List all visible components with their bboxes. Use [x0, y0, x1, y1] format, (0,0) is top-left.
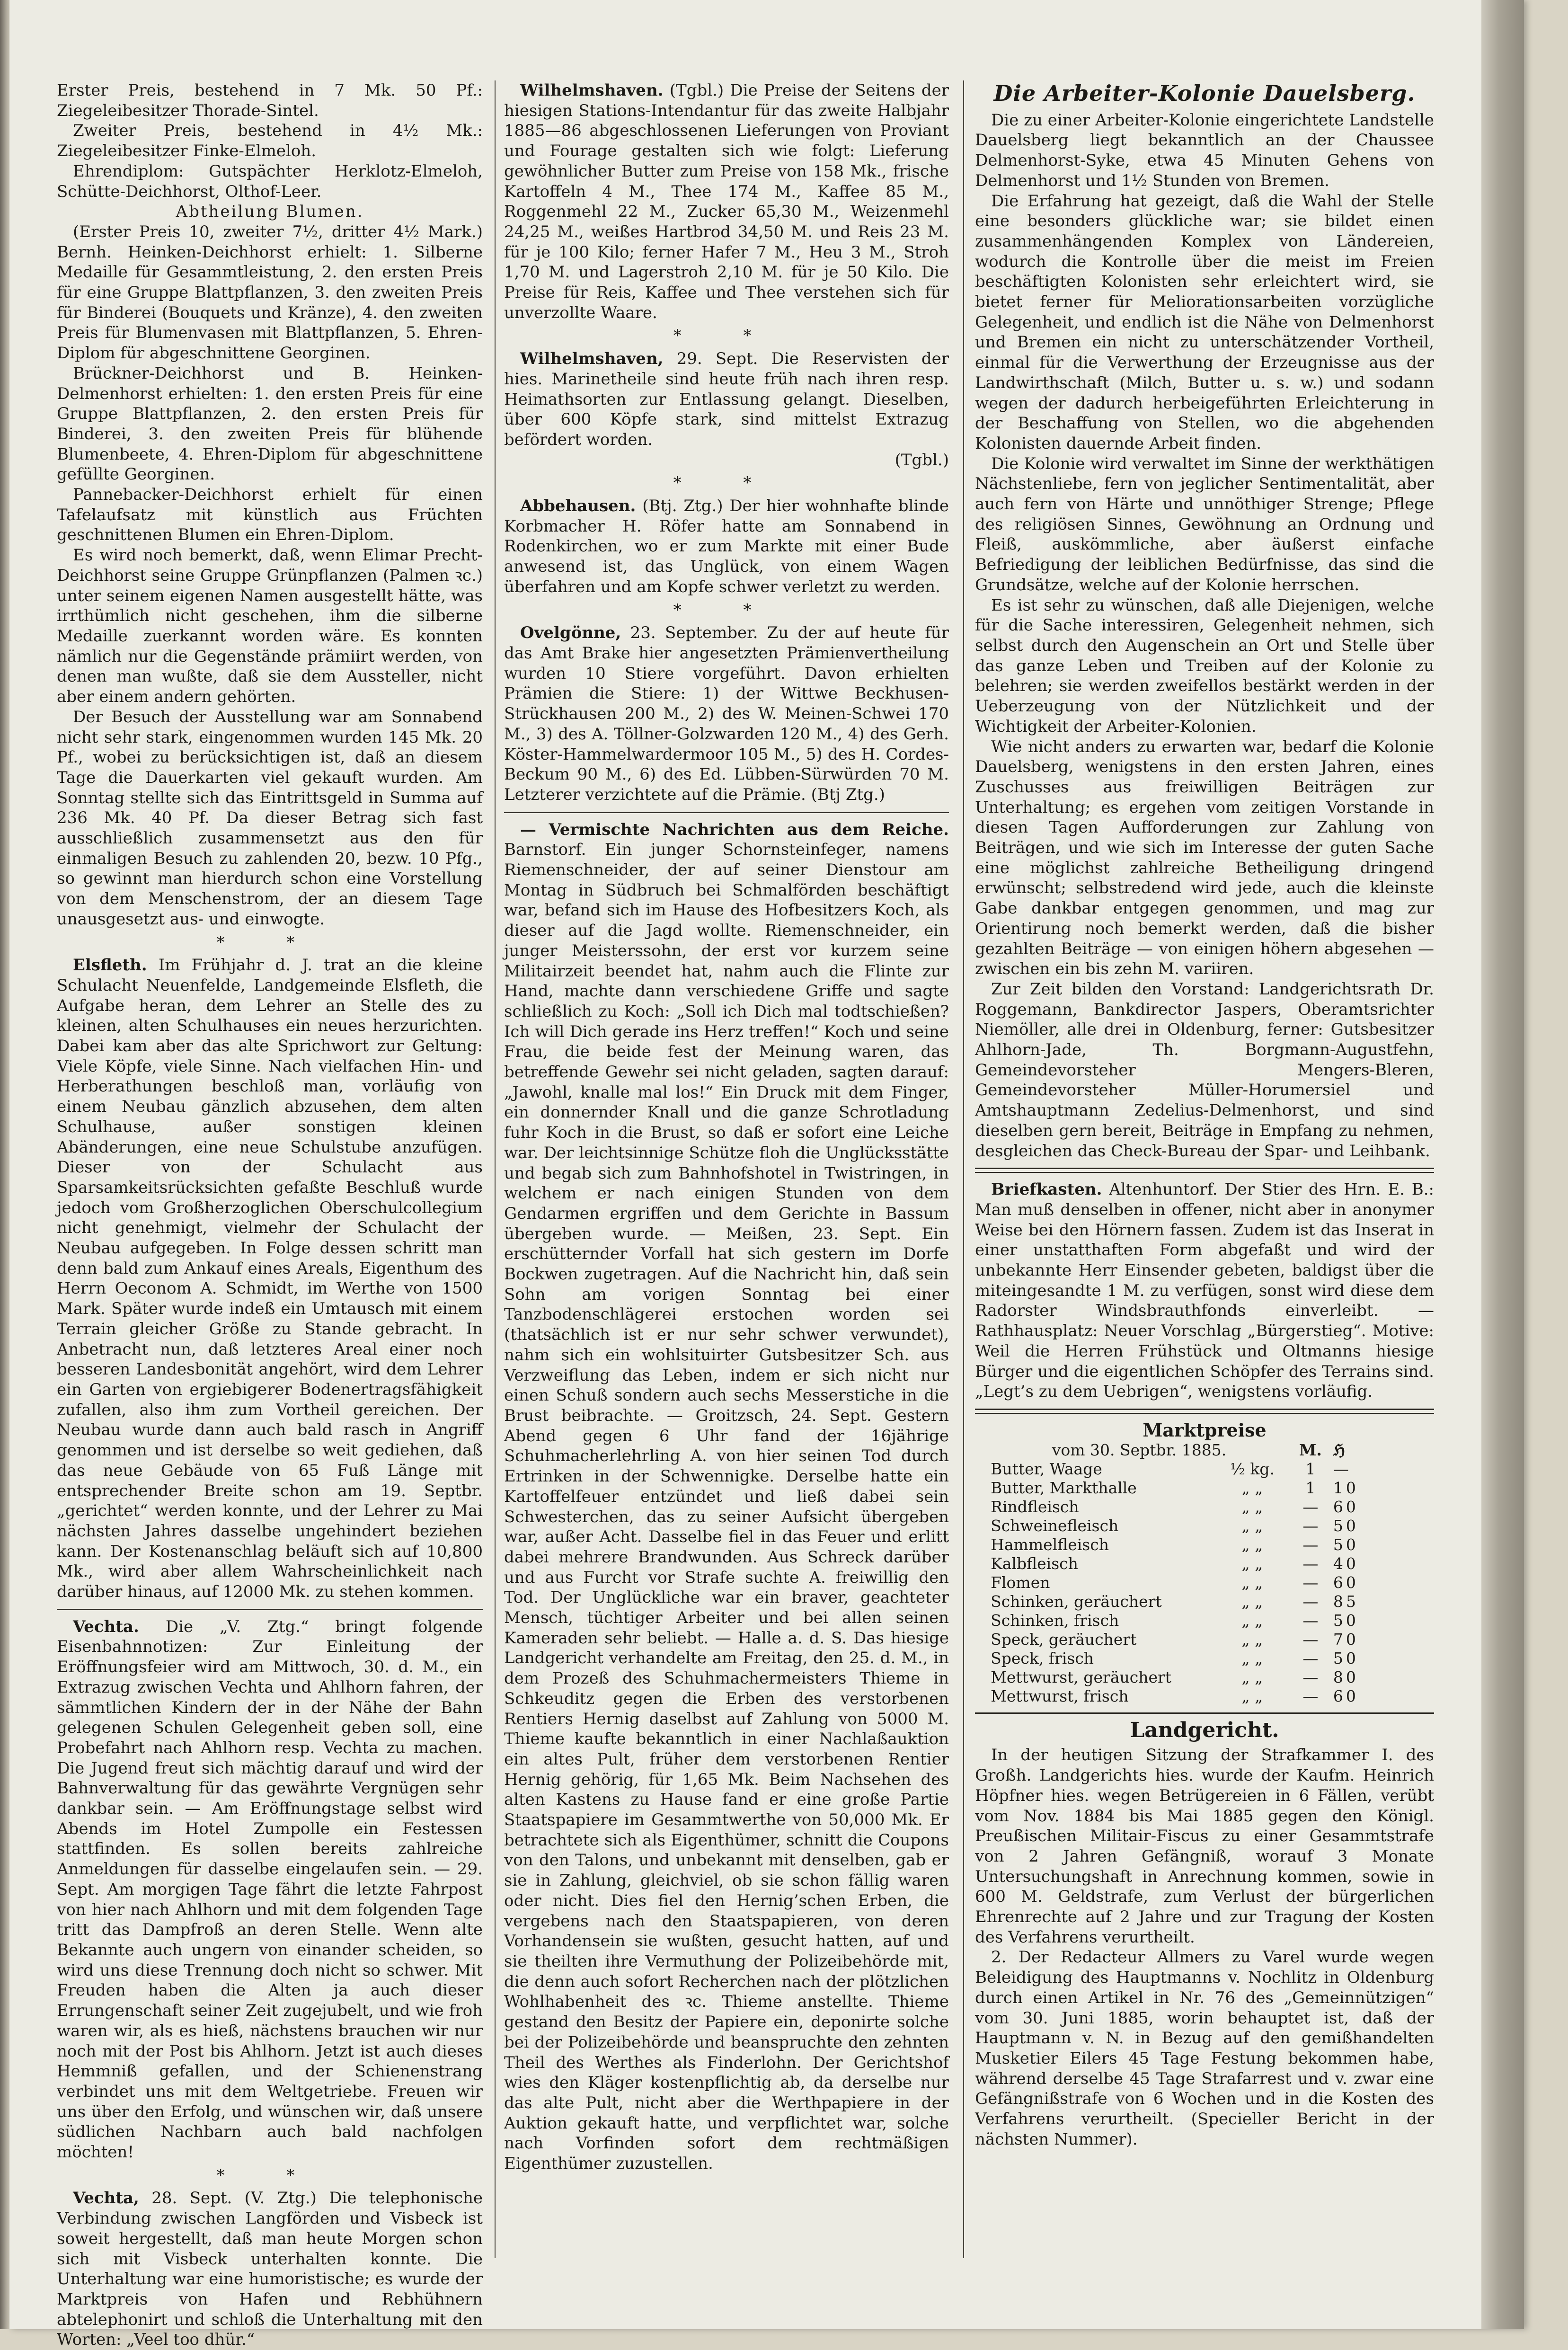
table-row — [989, 1460, 1420, 1479]
paragraph: Erster Preis, bestehend in 7 Mk. 50 Pf.: Ziegeleibesitzer Thorade-Sintel. — [57, 81, 483, 120]
price-item-name: Schinken, geräuchert — [991, 1592, 1162, 1611]
price-item-unit: „ „ — [1241, 1686, 1263, 1705]
price-item-unit: „ „ — [1241, 1573, 1263, 1592]
table-row — [989, 1479, 1420, 1498]
article-vechta — [57, 1617, 483, 2163]
table-row — [989, 1535, 1420, 1554]
price-item-name: Hammelfleisch — [991, 1535, 1109, 1554]
article-heading: — Vermischte Nachrichten aus dem Reiche. — [520, 820, 949, 839]
separator-stars: * * — [673, 326, 780, 346]
article-heading: Vechta. — [73, 1617, 139, 1636]
column-rule — [963, 80, 964, 2258]
paragraph: 2. Der Redacteur Allmers zu Varel wurde wegen Beleidigung des Hauptmanns v. Nochlitz in Oldenburg durch einen Artikel in Nr. 76 des „Gemeinnützigen“ vom 30. Juni 1885, worin behauptet ist, daß der Hauptmann v. N. in Bezug auf den gemißhandelten Musketier Eilers 45 Tage Festung bekommen habe, während derselbe 45 Tage Strafarrest und v. zwar eine Gefängnißstrafe von 6 Wochen und in die Kosten des Verfahrens verurtheilt. (Specieller Bericht in der nächsten Nummer). — [975, 1948, 1434, 2149]
section-heading: Abtheilung Blumen. — [176, 202, 364, 222]
price-item-name: Schweinefleisch — [991, 1516, 1119, 1535]
column-rule — [495, 80, 496, 2258]
price-pfennig-value: 50 — [1333, 1516, 1359, 1535]
divider — [975, 1168, 1434, 1173]
price-item-name: Butter, Markthalle — [991, 1478, 1137, 1497]
price-pfennig-value: 50 — [1333, 1649, 1359, 1667]
paragraph: Die Kolonie wird verwaltet im Sinne der werkthätigen Nächstenliebe, fern von jeglicher Sentimentalität, aber auch fern von Härte und unnöthiger Strenge; Pflege des religiösen Sinnes, Gewöhnung an Ordnung und Fleiß, auskömmliche, aber äußerst einfache Befriedigung der leiblichen Bedürfnisse, das sind die Grundsätze, welche auf der Kolonie herrschen. — [975, 454, 1434, 594]
price-pfennig-value: 70 — [1333, 1630, 1359, 1649]
article-heading: Ovelgönne, — [520, 623, 621, 643]
article-wilhelmshaven-2 — [504, 349, 949, 450]
price-item-name: Mettwurst, frisch — [991, 1686, 1129, 1705]
paragraph: Brückner-Deichhorst und B. Heinken-Delmenhorst erhielten: 1. den ersten Preis für eine Gruppe Blattpflanzen, 2. den ersten Preis für Binderei, 3. den zweiten Preis für blühende Blumenbeete, 4. Ehren-Diplom für abgeschnittene gefüllte Georginen. — [57, 364, 483, 484]
price-mark-value: — — [1302, 1611, 1319, 1630]
divider — [57, 1609, 483, 1610]
table-row — [989, 1516, 1420, 1535]
table-row — [989, 1649, 1420, 1668]
market-prices-table — [989, 1441, 1420, 1706]
paragraph: Es ist sehr zu wünschen, daß alle Diejenigen, welche für die Sache interessiren, Gelegenheit nehmen, sich selbst durch den Augenschein an Ort und Stelle über das ganze Leben und Treiben auf der Kolonie zu belehren; sie werden zweifellos bestärkt werden in der Ueberzeugung von der Nützlichkeit und der Wichtigkeit der Arbeiter-Kolonien. — [975, 595, 1434, 736]
price-item-unit: „ „ — [1241, 1611, 1263, 1630]
separator-stars: * * — [673, 473, 780, 493]
article-body: Altenhuntorf. Der Stier des Hrn. E. B.: Man muß denselben in offener, nicht aber in anonymer Weise bei den Hörnern fassen. Zudem ist das Inserat in einer unstatthaften Form abgefaßt und wird der unbekannte Herr Einsender gebeten, baldigst über die miteingesandte 1 M. zu verfügen, sonst wird diese dem Radorster Windsbrauthfonds einverleibt. — Rathhausplatz: Neuer Vorschlag „Bürgerstieg“. Motive: Weil die Herren Frühstück und Oltmanns hiesige Bürger und die eigentlichen Schöpfer des Terrains sind. „Legt’s zu dem Uebrigen“, wenigstens vorläufig. — [975, 1180, 1434, 1401]
divider — [975, 1712, 1434, 1714]
price-pfennig-value: — — [1333, 1459, 1352, 1478]
paragraph: Zweiter Preis, bestehend in 4½ Mk.: Ziegeleibesitzer Finke-Elmeloh. — [57, 121, 483, 161]
article-source: (Tgbl.) — [669, 81, 724, 100]
paragraph: Der Besuch der Ausstellung war am Sonnabend nicht sehr stark, eingenommen wurden 145 Mk. 20 Pf., wobei zu berücksichtigen ist, daß an diesem Tage die Dauerkarten viel gekauft wurden. Am Sonntag stellte sich das Eintrittsgeld in Summa auf 236 Mk. 40 Pf. Da dieser Betrag sich fast ausschließlich zusammensetzt aus den für einmaligen Besuch zu zahlenden 20, bezw. 10 Pfg., so gewinnt man hierdurch schon eine Vorstellung von dem Menschenstrom, der an diesem Tage unausgesetzt aus- und einwogte. — [57, 707, 483, 929]
price-mark-value: — — [1302, 1535, 1319, 1554]
divider — [504, 812, 949, 813]
paragraph: In der heutigen Sitzung der Strafkammer I. des Großh. Landgerichts hies. wurde der Kaufm. Heinrich Höpfner hies. wegen Betrügereien in 6 Fällen, verübt vom Nov. 1884 bis Mai 1885 gegen den Königl. Preußischen Militair-Fiscus zu einer Gesammtstrafe von 2 Jahren Gefängniß, worauf 3 Monate Untersuchungshaft in Anrechnung kommen, sowie in 600 M. Geldstrafe, zum Verlust der bürgerlichen Ehrenrechte auf 2 Jahre und zur Tragung der Kosten des Verfahrens verurtheilt. — [975, 1746, 1434, 1947]
price-pfennig-value: 80 — [1333, 1667, 1359, 1686]
price-pfennig-value: 40 — [1333, 1554, 1359, 1573]
article-wilhelmshaven — [504, 80, 949, 323]
price-pfennig-value: 50 — [1333, 1611, 1359, 1630]
article-heading: Wilhelmshaven. — [520, 81, 664, 100]
price-pfennig-value: 60 — [1333, 1573, 1359, 1592]
paragraph: (Erster Preis 10, zweiter 7½, dritter 4½ Mark.) Bernh. Heinken-Deichhorst erhielt: 1. Silberne Medaille für Gesammtleistung, 2. den ersten Preis für eine Gruppe Blattpflanzen, 3. den zweiten Preis für Binderei (Bouquets und Kränze), 4. den zweiten Preis für Blumenvasen mit Blattpflanzen, 5. Ehren-Diplom für abgeschnittene Georginen. — [57, 222, 483, 363]
price-item-unit: „ „ — [1241, 1592, 1263, 1611]
price-item-name: Kalbfleisch — [991, 1554, 1078, 1573]
article-body: 28. Sept. (V. Ztg.) Die telephonische Verbindung zwischen Langförden und Visbeck ist soweit hergestellt, daß man heute Morgen schon sich mit Visbeck unterhalten konnte. Die Unterhaltung war eine humoristische; es wurde der Marktpreis von Hafen und Rebhühnern abtelephonirt und schloß die Unterhaltung mit den Worten: „Veel too dhür.“ — [57, 2189, 483, 2350]
price-item-unit: „ „ — [1241, 1667, 1263, 1686]
article-briefkasten — [975, 1179, 1434, 1402]
article-heading: Abbehausen. — [520, 497, 636, 516]
price-item-unit: „ „ — [1241, 1516, 1263, 1535]
price-item-name: Flomen — [991, 1573, 1050, 1592]
article-body: Die Preise der Seitens der hiesigen Stations-Intendantur für das zweite Halbjahr 1885—86 abgeschlossenen Lieferungen von Proviant und Fourage gestalten sich wie folgt: Lieferung gewöhnlicher Butter zum Preise von 158 Mk., frische Kartoffeln 4 M., Thee 174 M., Kaffee 85 M., Roggenmehl 22 M., Zucker 65,30 M., Weizenmehl 24,25 M., weißes Hartbrod 34,50 M. und Reis 23 M. für je 100 Kilo; ferner Hafer 7 M., Heu 3 M., Stroh 1,70 M. und Lagerstroh 2,10 M. für je 50 Kilo. Die Preise für Reis, Kaffee und Thee verstehen sich für unverzollte Waare. — [504, 81, 949, 322]
article-heading: Elsfleth. — [73, 956, 147, 975]
currency-pfennig-header: ℌ — [1333, 1440, 1348, 1459]
price-item-unit: „ „ — [1241, 1535, 1263, 1554]
price-item-unit: „ „ — [1241, 1649, 1263, 1667]
price-mark-value: — — [1302, 1554, 1319, 1573]
price-item-unit: „ „ — [1241, 1630, 1263, 1649]
separator-stars: * * — [216, 2165, 323, 2185]
table-row — [989, 1573, 1420, 1592]
price-mark-value: — — [1302, 1497, 1319, 1516]
price-item-name: Speck, geräuchert — [991, 1630, 1137, 1649]
article-heading: Wilhelmshaven, — [520, 349, 664, 369]
table-row — [989, 1668, 1420, 1687]
market-prices-date: vom 30. Septbr. 1885. — [1052, 1440, 1227, 1459]
paragraph: Die Erfahrung hat gezeigt, daß die Wahl der Stelle eine besonders glückliche war; sie bildet einen zusammenhängenden Komplex von Ländereien, wodurch die Kontrolle über die meist im Freien beschäftigten Kolonisten sehr erleichtert wird, sie bietet ferner für Meliorationsarbeiten vorzügliche Gelegenheit, und endlich ist die Nähe von Delmenhorst und Bremen ein nicht zu unterschätzender Vortheil, einmal für die Verwerthung der Erzeugnisse aus der Landwirthschaft (Milch, Butter u. s. w.) und sodann wegen der dadurch herbeigeführten Erleichterung in der Beschaffung von Stellen, wo die abgehenden Kolonisten dauernde Arbeit finden. — [975, 191, 1434, 453]
table-header-row — [989, 1441, 1420, 1460]
price-pfennig-value: 60 — [1333, 1497, 1359, 1516]
price-mark-value: — — [1302, 1667, 1319, 1686]
price-mark-value: — — [1302, 1686, 1319, 1705]
price-item-unit: „ „ — [1241, 1554, 1263, 1573]
column-right — [975, 80, 1434, 2258]
divider — [975, 1409, 1434, 1414]
article-heading: Briefkasten. — [991, 1180, 1102, 1199]
market-prices-heading: Marktpreise — [1143, 1419, 1267, 1441]
article-title: Landgericht. — [1130, 1718, 1279, 1742]
currency-mark-header: M. — [1299, 1440, 1322, 1459]
column-middle — [504, 80, 949, 2258]
paragraph: Zur Zeit bilden den Vorstand: Landgerichtsrath Dr. Roggemann, Bankdirector Jaspers, Oberamtsrichter Niemöller, alle drei in Oldenburg, ferner: Gutsbesitzer Ahlhorn-Jade, Th. Borgmann-Augustfehn, Gemeindevorsteher Mengers-Bleren, Gemeindevorsteher Müller-Horumersiel und Amtshauptmann Zedelius-Delmenhorst, und sind dieselben gern bereit, Beiträge in Empfang zu nehmen, desgleichen das Check-Bureau der Spar- und Leihbank. — [975, 979, 1434, 1161]
price-pfennig-value: 10 — [1333, 1478, 1359, 1497]
price-mark-value: — — [1302, 1630, 1319, 1649]
price-mark-value: — — [1302, 1592, 1319, 1611]
paragraph: Pannebacker-Deichhorst erhielt für einen Tafelaufsatz mit künstlich aus Früchten geschnittenen Blumen ein Ehren-Diplom. — [57, 485, 483, 545]
table-row — [989, 1592, 1420, 1611]
paragraph: Es wird noch bemerkt, daß, wenn Elimar Precht-Deichhorst seine Gruppe Grünpflanzen (Palmen ꝛc.) unter seinem eigenen Namen ausgestellt hätte, was irrthümlich nicht geschehen, ihm die silberne Medaille zuerkannt worden wäre. Es konnten nämlich nur die Gegenstände prämiirt werden, von denen man wußte, daß sie dem Aussteller, nicht aber einem andern gehörten. — [57, 546, 483, 707]
article-title: Die Arbeiter-Kolonie Dauelsberg. — [993, 80, 1416, 106]
price-mark-value: 1 — [1305, 1459, 1316, 1478]
price-mark-value: — — [1302, 1516, 1319, 1535]
table-row — [989, 1687, 1420, 1706]
paragraph: Die zu einer Arbeiter-Kolonie eingerichtete Landstelle Dauelsberg liegt bekanntlich an der Chaussee Delmenhorst-Syke, etwa 45 Minuten Gehens von Delmenhorst und 1½ Stunden von Bremen. — [975, 110, 1434, 190]
article-body: Barnstorf. Ein junger Schornsteinfeger, namens Riemenschneider, der auf seiner Dienstour am Montag in Südbruch bei Schmalförden beschäftigt war, befand sich im Hause des Hofbesitzers Koch, als dieser auf die Jagd wollte. Riemenschneider, ein junger Meisterssohn, der erst vor kurzem seine Militairzeit beendet hat, nahm auch die Flinte zur Hand, machte dann verschiedene Griffe und sagte schließlich zu Koch: „Soll ich Dich mal todtschießen? Ich will Dich gerade ins Herz treffen!“ Koch und seine Frau, die beide fest der Meinung waren, das betreffende Gewehr sei nicht geladen, sagten darauf: „Jawohl, knalle mal los!“ Ein Druck mit dem Finger, ein donnernder Knall und die ganze Schrotladung fuhr Koch in die Brust, so daß er sofort eine Leiche war. Der leichtsinnige Schütze floh die Unglücksstätte und begab sich zum Bahnhofshotel in Twistringen, in welchem er nach einigen Stunden von dem Gendarmen ergriffen und dem Gerichte in Bassum übergeben wurde. — Meißen, 23. Sept. Ein erschütternder Vorfall hat sich gestern im Dorfe Bockwen zugetragen. Auf die Nachricht hin, daß sein Sohn am vorigen Sonntag bei einer Tanzbodenschlägerei erstochen worden sei (thatsächlich ist er nur sehr schwer verwundet), nahm sich ein wohlsituirter Gutsbesitzer Sch. aus Verzweiflung das Leben, indem er sich nicht nur einen Schuß sondern auch sechs Messerstiche in die Brust beibrachte. — Groitzsch, 24. Sept. Gestern Abend gegen 6 Uhr fand der 16jährige Schuhmacherlehrling A. von hier seinen Tod durch Ertrinken in der Schwennigke. Derselbe hatte ein Kartoffelfeuer entzündet und ließ dabei sein Schwesterchen, das zu seiner Aufsicht übergeben war, außer Acht. Dasselbe fiel in das Feuer und erlitt dabei mehrere Brandwunden. Aus Schreck darüber und aus Furcht vor Strafe suchte A. freiwillig den Tod. Der Unglückliche war ein braver, geachteter Mensch, tüchtiger Arbeiter und bei allen seinen Kameraden sehr beliebt. — Halle a. d. S. Das hiesige Landgericht verhandelte am Freitag, den 25. d. M., in dem Prozeß des Schuhmachermeisters Thieme in Schkeuditz gegen die Erben des verstorbenen Rentiers Hernig daselbst auf Zahlung von 5000 M. Thieme kaufte bekanntlich in einer Nachlaßauktion ein altes Pult, früher dem verstorbenen Rentier Hernig gehörig, für 1,65 Mk. Beim Nachsehen des alten Kastens zu Hause fand er eine große Partie Staatspapiere im Gesammtwerthe von 50,000 Mk. Er betrachtete sich als Eigenthümer, schnitt die Coupons von den Talons, und unbekannt mit denselben, gab er sie in Zahlung, gleichviel, ob sie schon fällig waren oder nicht. Dies fiel den Hernig’schen Erben, die vergebens nach den Staatspapieren, von deren Vorhandensein sie wußten, gesucht hatten, auf und sie theilten ihre Vermuthung der Polizeibehörde mit, die denn auch sofort Recherchen nach der plötzlichen Wohlhabenheit des ꝛc. Thieme anstellte. Thieme gestand den Besitz der Papiere ein, deponirte solche bei der Polizeibehörde und beanspruchte den zehnten Theil des Werthes als Finderlohn. Der Gerichtshof wies den Kläger kostenpflichtig ab, da derselbe nur das alte Pult, nicht aber die Werthpapiere in der Auktion gekauft hatte, und verpflichtet war, solche nach Vorfinden sofort dem rechtmäßigen Eigenthümer zuzustellen. — [504, 840, 949, 2173]
article-body: Im Frühjahr d. J. trat an die kleine Schulacht Neuenfelde, Landgemeinde Elsfleth, die Aufgabe heran, dem Lehrer an Stelle des zu kleinen, alten Schulhauses ein neues herzurichten. Dabei kam aber das alte Sprichwort zur Geltung: Viele Köpfe, viele Sinne. Nach vielfachen Hin- und Herberathungen beschloß man, vorläufig von einem Neubau gänzlich abzusehen, dem alten Schulhause, außer sonstigen kleinen Abänderungen, eine neue Schulstube anzufügen. Dieser von der Schulacht aus Sparsamkeitsrücksichten gefaßte Beschluß wurde jedoch vom Großherzoglichen Oberschulcollegium nicht genehmigt, vielmehr der Schulacht der Neubau aufgegeben. In Folge dessen schritt man denn bald zum Ankauf eines Areals, Eigenthum des Herrn Oeconom A. Schmidt, im Werthe von 1500 Mark. Später wurde indeß ein Umtausch mit einem Terrain gleicher Größe zu Stande gebracht. In Anbetracht nun, daß letzteres Areal einer noch besseren Landesbonität angehört, wird dem Lehrer ein Garten von ergiebigerer Bodenertragsfähigkeit zufallen, also ihm zum Vortheil gereichen. Der Neubau wurde dann auch bald rasch in Angriff genommen und ist derselbe so weit gediehen, daß das neue Gebäude von 65 Fuß Länge mit entsprechender Breite schon am 19. Septbr. „gerichtet“ werden konnte, und der Lehrer zu Mai nächsten Jahres dasselbe ungehindert beziehen kann. Der Kostenanschlag beläuft sich auf 10,800 Mk., wird aber allem Wahrscheinlichkeit nach darüber hinaus, auf 12000 Mk. zu stehen kommen. — [57, 956, 483, 1602]
article-body: (Btj. Ztg.) Der hier wohnhafte blinde Korbmacher H. Röfer hatte am Sonnabend in Rodenkirchen, wo er zum Markte mit einer Bude anwesend ist, das Unglück, von einem Wagen überfahren und am Kopfe schwer verletzt zu werden. — [504, 497, 949, 596]
table-row — [989, 1630, 1420, 1649]
separator-stars: * * — [673, 600, 780, 620]
price-mark-value: — — [1302, 1649, 1319, 1667]
article-vechta-2 — [57, 2188, 483, 2350]
price-item-name: Speck, frisch — [991, 1649, 1094, 1667]
price-item-name: Mettwurst, geräuchert — [991, 1667, 1172, 1686]
paragraph: Ehrendiplom: Gutspächter Herklotz-Elmeloh, Schütte-Deichhorst, Olthof-Leer. — [57, 161, 483, 201]
article-body: 29. Sept. Die Reservisten der hies. Marinetheile sind heute früh nach ihren resp. Heimathsorten zur Entlassung gelangt. Dieselben, über 600 Köpfe stark, sind mittelst Extrazug befördert worden. — [504, 349, 949, 449]
price-mark-value: — — [1302, 1573, 1319, 1592]
article-heading: Vechta, — [73, 2189, 139, 2208]
column-left — [57, 80, 483, 2350]
paragraph: Wie nicht anders zu erwarten war, bedarf die Kolonie Dauelsberg, wenigstens in den ersten Jahren, eines Zuschusses aus freiwilligen Beiträgen zur Unterhaltung; es ergehen vom zeitigen Vorstande in diesen Tagen Aufforderungen zur Zahlung von Beiträgen, und wie sich im Interesse der guten Sache eine möglichst zahlreiche Betheiligung dringend erwünscht; selbstredend wird jede, auch die kleinste Gabe dankbar entgegen genommen, und mag zur Orientirung noch bemerkt werden, daß die bisher gezahlten Beiträge — von einigen höhern abgesehen — zwischen ein bis zehn M. variiren. — [975, 737, 1434, 979]
price-mark-value: 1 — [1305, 1478, 1316, 1497]
table-row — [989, 1611, 1420, 1630]
page-edge — [1481, 0, 1524, 2329]
newspaper-page — [9, 0, 1524, 2350]
separator-stars: * * — [216, 932, 323, 952]
price-item-name: Butter, Waage — [991, 1459, 1102, 1478]
price-item-name: Rindfleisch — [991, 1497, 1079, 1516]
price-item-name: Schinken, frisch — [991, 1611, 1119, 1630]
article-elsfleth — [57, 955, 483, 1602]
article-signature: (Tgbl.) — [895, 450, 949, 470]
price-item-unit: „ „ — [1241, 1497, 1263, 1516]
price-item-unit: „ „ — [1241, 1478, 1263, 1497]
article-vermischte — [504, 820, 949, 2174]
article-abbehausen — [504, 496, 949, 597]
article-body: Die „V. Ztg.“ bringt folgende Eisenbahnnotizen: Zur Einleitung der Eröffnungsfeier wird am Mittwoch, 30. d. M., ein Extrazug zwischen Vechta und Ahlhorn fahren, der sämmtlichen Kindern der in der Nähe der Bahn gelegenen Schulen Gelegenheit geben soll, eine Probefahrt nach Ahlhorn resp. Vechta zu machen. Die Jugend freut sich mächtig darauf und wird der Bahnverwaltung für das gewährte Vergnügen sehr dankbar sein. — Am Eröffnungstage selbst wird Abends im Hotel Zumpolle ein Festessen stattfinden. Es sollen bereits zahlreiche Anmeldungen für dasselbe eingelaufen sein. — 29. Sept. Am morgigen Tage fährt die letzte Fahrpost von hier nach Ahlhorn und mit dem folgenden Tage tritt das Dampfroß an deren Stelle. Wenn alte Bekannte auch ungern von einander scheiden, so wird uns diese Trennung doch nicht so schwer. Mit Freuden haben die Alten ja auch dieser Errungenschaft seiner Zeit zugejubelt, und wie froh waren wir, als es hieß, nächstens brauchen wir nur noch mit der Post bis Ahlhorn. Jetzt ist auch dieses Hemmniß gefallen, und der Schienenstrang verbindet uns mit dem Weltgetriebe. Freuen wir uns über den Erfolg, und wünschen wir, daß unsere südlichen Nachbarn auch bald nachfolgen möchten! — [57, 1617, 483, 2162]
price-item-unit: ½ kg. — [1230, 1459, 1275, 1478]
table-row — [989, 1554, 1420, 1573]
table-row — [989, 1498, 1420, 1516]
article-signature: (Btj Ztg.) — [811, 785, 885, 804]
article-ovelgoenne — [504, 623, 949, 805]
price-pfennig-value: 85 — [1333, 1592, 1359, 1611]
article-body: 23. September. Zu der auf heute für das Amt Brake hier angesetzten Prämienvertheilung wurden 10 Stiere vorgeführt. Davon erhielten Prämien die Stiere: 1) der Wittwe Beckhusen-Strückhausen 200 M., 2) des W. Meinen-Schwei 170 M., 3) des A. Töllner-Golzwarden 120 M., 4) des Gerh. Köster-Hammelwardermoor 105 M., 5) des H. Cordes-Beckum 90 M., 6) des Ed. Lübben-Sürwürden 70 M. Letzterer verzichtete auf die Prämie. — [504, 623, 949, 804]
price-pfennig-value: 50 — [1333, 1535, 1359, 1554]
price-pfennig-value: 60 — [1333, 1686, 1359, 1705]
